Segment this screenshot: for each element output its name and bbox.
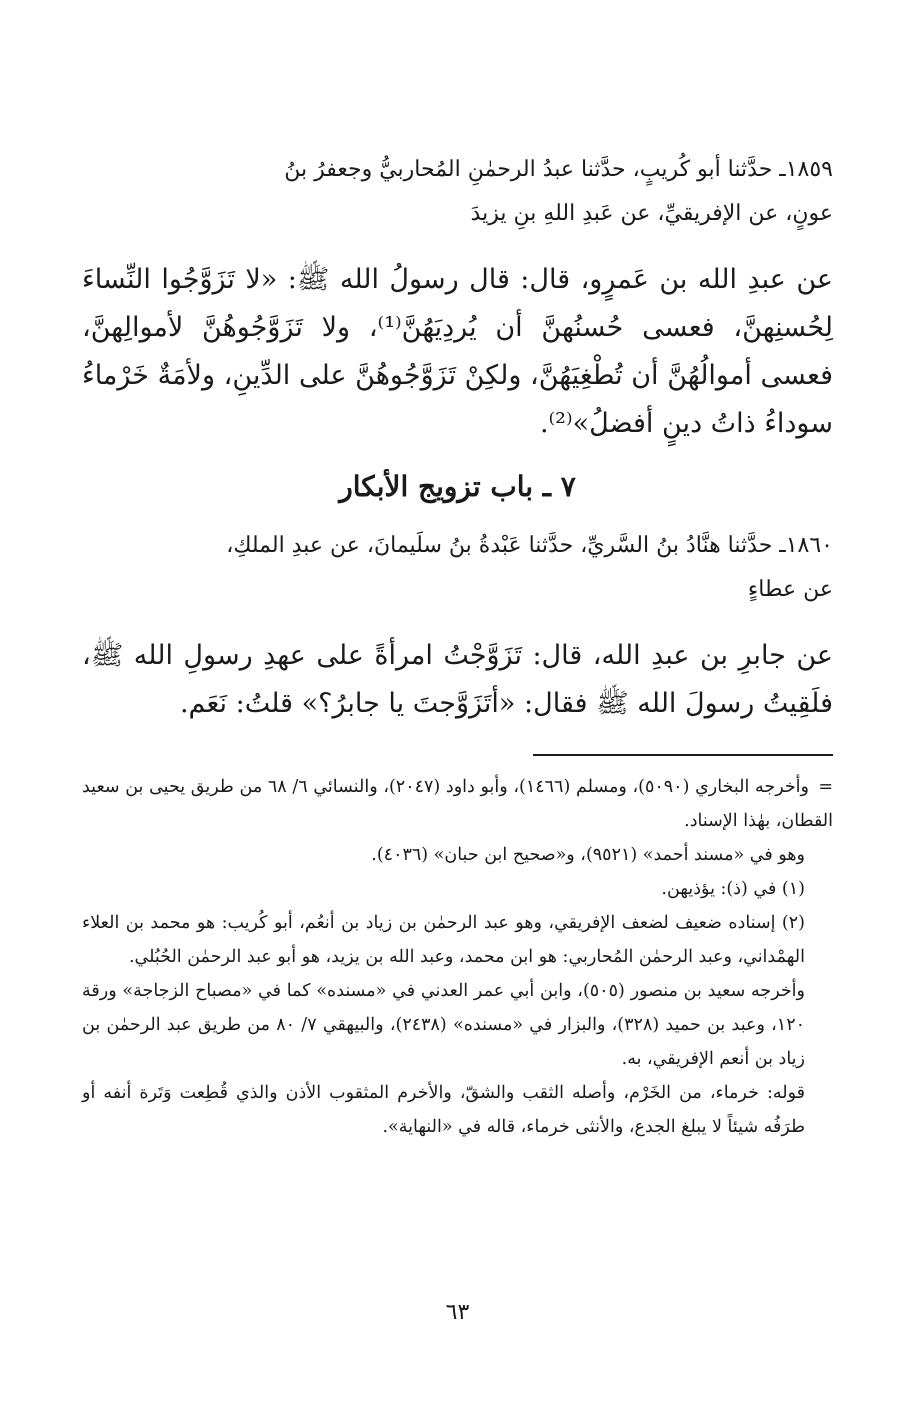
hadith-1860-isnad-line-1: ١٨٦٠ـ حدَّثنا هنَّادُ بنُ السَّريِّ، حدَّثنا عَبْدةُ بنُ سلَيمانَ، عن عبدِ الملكِ، — [226, 533, 833, 558]
hadith-1860-isnad — [82, 524, 833, 612]
footnotes — [82, 770, 833, 1144]
footnote-continuation-text: وأخرجه البخاري (٥٠٩٠)، ومسلم (١٤٦٦)، وأبو داود (٢٠٤٧)، والنسائي ٦/ ٦٨ من طريق يحيى بن سعيد القطان، بهٰذا الإسناد. — [82, 777, 833, 831]
footnote-separator — [533, 754, 833, 756]
hadith-1859-isnad-line-2: عونٍ، عن الإفريقيِّ، عن عَبدِ اللهِ بنِ يزيدَ — [470, 201, 833, 226]
footnote-2-gloss: قوله: خرماء، من الخَرْم، وأصله الثقب والشقّ، والأخرم المثقوب الأذن والذي قُطِعت وَتَرة أنفه أو طرَفُه شيئاً لا يبلغ الجدع، والأنثى خرماء، قاله في «النهاية». — [82, 1083, 805, 1137]
hadith-1859-isnad — [82, 148, 833, 236]
hadith-1860-isnad-line-2: عن عطاءٍ — [747, 577, 833, 602]
hadith-1859-isnad-line-1: ١٨٥٩ـ حدَّثنا أبو كُريبٍ، حدَّثنا عبدُ الرحمٰنِ المُحاربيُّ وجعفرُ بنُ — [284, 157, 833, 182]
hadith-1859-matn: عن عبدِ الله بن عَمرٍو، قال: قال رسولُ الله ﷺ: «لا تَزَوَّجُوا النِّساءَ لِحُسنِهنَّ، فعسى حُسنُهنَّ أن يُردِيَهُنَّ⁽¹⁾، ولا تَزَوَّجُوهُنَّ لأموالِهنَّ، فعسى أموالُهُنَّ أن تُطْغِيَهُنَّ، ولكِنْ تَزَوَّجُوهُنَّ على الدِّينِ، ولأمَةٌ خَرْماءُ سوداءُ ذاتُ دينٍ أفضلُ»⁽²⁾. — [82, 264, 833, 439]
hadith-1860-matn: عن جابرِ بن عبدِ الله، قال: تَزَوَّجْتُ امرأةً على عهدِ رسولِ الله ﷺ، فلَقِيتُ رسولَ الله ﷺ فقال: «أتَزَوَّجتَ يا جابرُ؟» قلتُ: نَعَم. — [82, 640, 833, 719]
page-number: ٦٣ — [445, 1300, 470, 1325]
footnote-continuation — [82, 770, 833, 838]
footnote-2-grading: (٢) إسناده ضعيف لضعف الإفريقي، وهو عبد الرحمٰن بن زياد بن أنعُم، أبو كُريب: هو محمد بن العلاء الهمْداني، وعبد الرحمٰن المُحاربي: هو ابن محمد، وعبد الله بن يزيد، هو أبو عبد الرحمٰن الحُبُلي. — [82, 913, 805, 967]
chapter-title: ٧ ـ باب تزويج الأبكار — [339, 470, 576, 503]
footnote-1: (١) في (ذ): يؤذيهن. — [661, 879, 805, 899]
continuation-marker: = — [818, 777, 833, 797]
footnote-musnad-ref: وهو في «مسند أحمد» (٩٥٢١)، و«صحيح ابن حبان» (٤٠٣٦). — [371, 845, 805, 865]
footnote-2-takhrij: وأخرجه سعيد بن منصور (٥٠٥)، وابن أبي عمر العدني في «مسنده» كما في «مصباح الزجاجة» ورقة ١٢٠، وعبد بن حميد (٣٢٨)، والبزار في «مسنده» (٢٤٣٨)، والبيهقي ٧/ ٨٠ من طريق عبد الرحمٰن بن زياد بن أنعم الإفريقي، به. — [82, 981, 805, 1069]
